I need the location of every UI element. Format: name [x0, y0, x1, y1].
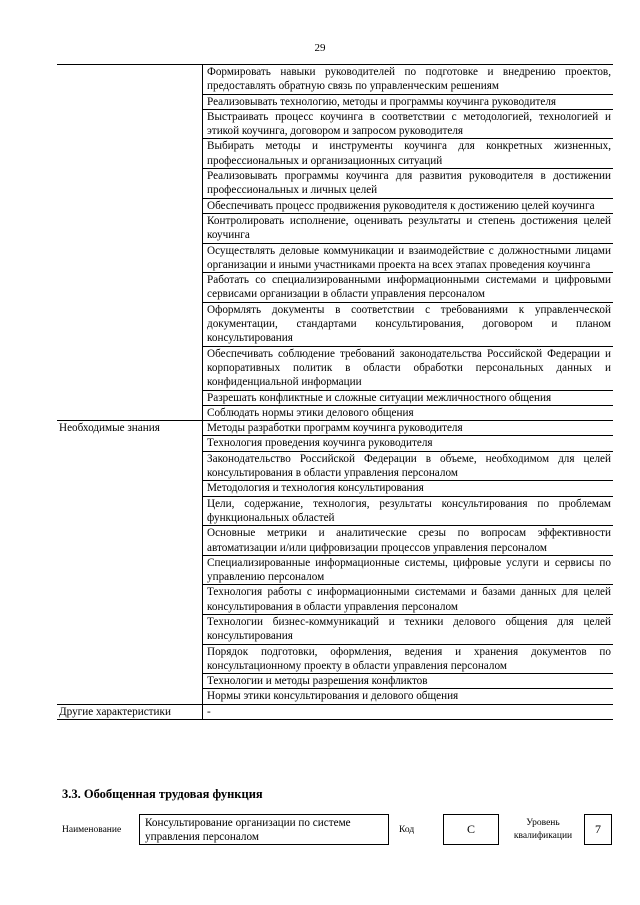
row-cell: Нормы этики консультирования и делового общения [203, 689, 614, 704]
row-cell: Работать со специализированными информационными системами и цифровыми сервисами организации в области управления персоналом [203, 273, 614, 303]
row-cell: Специализированные информационные системы, цифровые услуги и сервисы по управлению персоналом [203, 555, 614, 585]
table-row [57, 674, 613, 689]
row-cell: Цели, содержание, технология, результаты консультирования по проблемам функциональных областей [203, 496, 614, 526]
row-label: Необходимые знания [57, 421, 203, 436]
row-cell: Технология работы с информационными системами и базами данных для целей консультирования в области управления персоналом [203, 585, 614, 615]
table-row [57, 405, 613, 420]
table-row [57, 139, 613, 169]
row-label [57, 169, 203, 199]
row-label [57, 644, 203, 674]
table-row [57, 273, 613, 303]
row-cell: Выбирать методы и инструменты коучинга для конкретных жизненных, профессиональных и организационных ситуаций [203, 139, 614, 169]
row-label [57, 405, 203, 420]
table-row [57, 614, 613, 644]
row-label [57, 481, 203, 496]
row-label [57, 273, 203, 303]
row-cell: Формировать навыки руководителей по подготовке и внедрению проектов, предоставлять обратную связь по управленческим решениям [203, 65, 614, 95]
table-row [57, 555, 613, 585]
requirements-table [57, 64, 613, 720]
table-row [57, 644, 613, 674]
table-row [57, 243, 613, 273]
row-cell: Оформлять документы в соответствии с требованиями к управленческой документации, стандартами консультирования, договором и планом консультирования [203, 302, 614, 346]
table-row [57, 390, 613, 405]
code-label: Код [399, 825, 415, 835]
row-cell: Обеспечивать соблюдение требований законодательства Российской Федерации и корпоративных политик в области обработки персональных данных и конфиденциальной информации [203, 346, 614, 390]
table-row [57, 169, 613, 199]
page-number: 29 [314, 42, 326, 54]
row-cell: Методология и технология консультирования [203, 481, 614, 496]
level-value: 7 [584, 814, 612, 845]
row-cell: Разрешать конфликтные и сложные ситуации межличностного общения [203, 390, 614, 405]
table-row [57, 704, 613, 719]
table-row [57, 94, 613, 109]
table-row [57, 436, 613, 451]
table-row [57, 496, 613, 526]
row-label [57, 346, 203, 390]
row-cell: Выстраивать процесс коучинга в соответствии с методологией, технологией и этикой коучинга, договором и запросом руководителя [203, 109, 614, 139]
row-label [57, 94, 203, 109]
row-cell: Основные метрики и аналитические срезы по вопросам эффективности автоматизации и/или цифровизации процессов управления персоналом [203, 526, 614, 556]
row-label [57, 689, 203, 704]
table-row [57, 65, 613, 95]
row-label [57, 109, 203, 139]
row-cell: Реализовывать технологию, методы и программы коучинга руководителя [203, 94, 614, 109]
name-label: Наименование [62, 825, 122, 835]
row-label: Другие характеристики [57, 704, 203, 719]
row-label [57, 198, 203, 213]
row-cell: Методы разработки программ коучинга руководителя [203, 421, 614, 436]
row-cell: Соблюдать нормы этики делового общения [203, 405, 614, 420]
row-label [57, 213, 203, 243]
row-cell: - [203, 704, 614, 719]
row-label [57, 585, 203, 615]
row-label [57, 390, 203, 405]
table-row [57, 585, 613, 615]
row-cell: Технологии и методы разрешения конфликтов [203, 674, 614, 689]
row-cell: Законодательство Российской Федерации в объеме, необходимом для целей консультирования в области управления персоналом [203, 451, 614, 481]
table-row [57, 213, 613, 243]
row-label [57, 139, 203, 169]
table-row [57, 198, 613, 213]
row-label [57, 65, 203, 95]
row-label [57, 614, 203, 644]
level-label: Уровень квалификации [513, 818, 573, 841]
table-row [57, 481, 613, 496]
section-title: 3.3. Обобщенная трудовая функция [62, 787, 263, 801]
row-label [57, 496, 203, 526]
table-row [57, 302, 613, 346]
row-label [57, 451, 203, 481]
row-label [57, 674, 203, 689]
row-cell: Порядок подготовки, оформления, ведения и хранения документов по консультационному проекту в области управления персоналом [203, 644, 614, 674]
row-cell: Осуществлять деловые коммуникации и взаимодействие с должностными лицами организации и иными участниками проекта на всех этапах проведения коучинга [203, 243, 614, 273]
table-row [57, 451, 613, 481]
row-label [57, 526, 203, 556]
table-row [57, 346, 613, 390]
row-cell: Технология проведения коучинга руководителя [203, 436, 614, 451]
table-row [57, 526, 613, 556]
row-cell: Обеспечивать процесс продвижения руководителя к достижению целей коучинга [203, 198, 614, 213]
table-row [57, 689, 613, 704]
row-label [57, 555, 203, 585]
row-label [57, 243, 203, 273]
row-label [57, 302, 203, 346]
row-cell: Технологии бизнес-коммуникаций и техники делового общения для целей консультирования [203, 614, 614, 644]
row-cell: Контролировать исполнение, оценивать результаты и степень достижения целей коучинга [203, 213, 614, 243]
row-cell: Реализовывать программы коучинга для развития руководителя в достижении профессиональных и личных целей [203, 169, 614, 199]
name-value: Консультирование организации по системе управления персоналом [139, 814, 389, 845]
row-label [57, 436, 203, 451]
table-row [57, 421, 613, 436]
table-row [57, 109, 613, 139]
code-value: С [443, 814, 499, 845]
